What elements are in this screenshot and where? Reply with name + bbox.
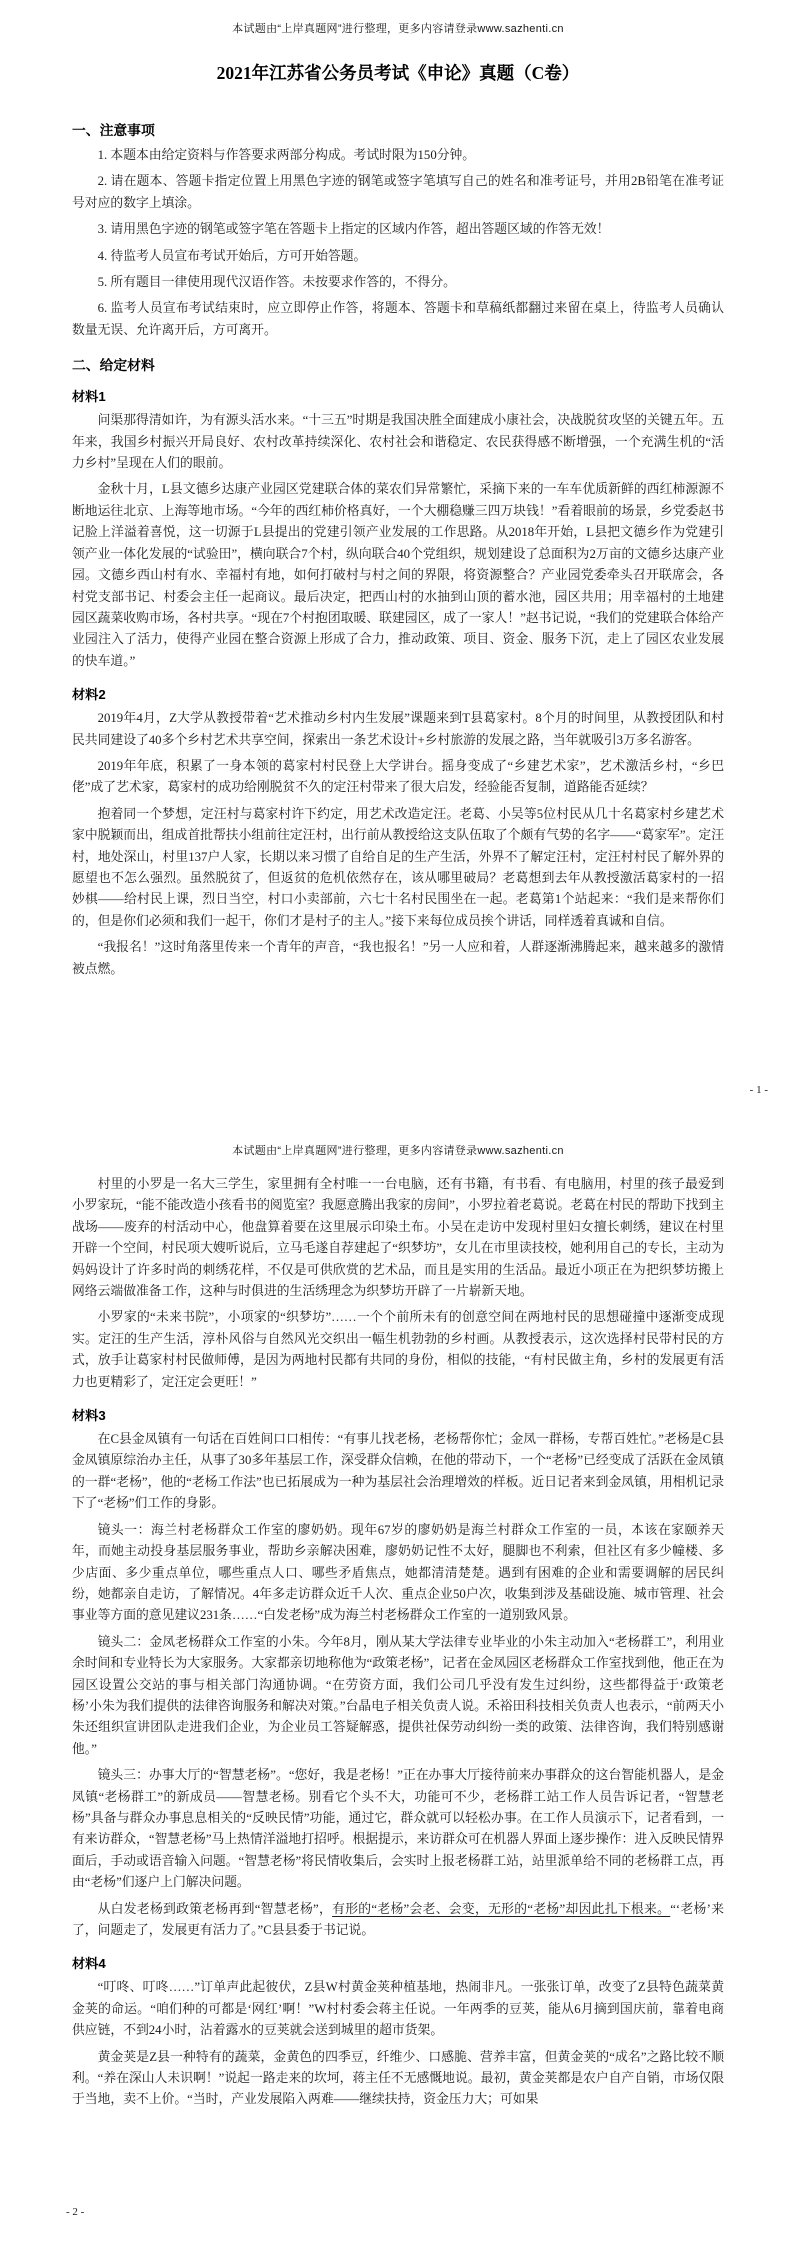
document-title: 2021年江苏省公务员考试《申论》真题（C卷） xyxy=(216,63,580,83)
source-notice: 本试题由“上岸真题网”进行整理，更多内容请登录www.sazhenti.cn xyxy=(232,1145,564,1157)
source-notice: 本试题由“上岸真题网”进行整理，更多内容请登录www.sazhenti.cn xyxy=(232,23,564,35)
text-segment: 1. 本题本由给定资料与作答要求两部分构成。考试时限为150分钟。 xyxy=(97,148,476,162)
text-segment: 黄金荚是Z县一种特有的蔬菜，金黄色的四季豆，纤维少、口感脆、营养丰富，但黄金荚的“成名”之路比较不顺利。“养在深山人未识啊！”说起一路走来的坎坷，蒋主任不无感慨地说。最初，黄金荚都是农户自产自销，市场仅限于当地，卖不上价。“当时，产业发展陷入两难——继续扶持，资金压力大；可如果 xyxy=(72,2049,724,2107)
paragraph xyxy=(72,145,724,166)
paragraph xyxy=(72,479,724,672)
section-heading xyxy=(72,354,724,374)
text-segment: 镜头二：金凤老杨群众工作室的小朱。今年8月，刚从某大学法律专业毕业的小朱主动加入“老杨群工”，利用业余时间和专业特长为大家服务。大家都亲切地称他为“政策老杨”，记者在金凤园区老杨群众工作室找到他，他正在为园区设置公交站的事与相关部门沟通协调。“在劳资方面，我们公司几乎没有发生过纠纷，这些都得益于‘政策老杨’小朱为我们提供的法律咨询服务和解决对策。”台晶电子相关负责人说。禾裕田科技相关负责人也表示，“前两天小朱还组织宣讲团队走进我们企业，为企业员工答疑解惑，提供社保劳动纠纷一类的政策、法律咨询，我们特别感谢他。” xyxy=(72,1634,724,1756)
page-1-content xyxy=(72,119,724,980)
paragraph xyxy=(72,1429,724,1515)
text-segment: 二、给定材料 xyxy=(72,358,155,374)
text-segment: 5. 所有题目一律使用现代汉语作答。未按要求作答的，不得分。 xyxy=(97,275,456,290)
paragraph xyxy=(72,804,724,932)
paragraph xyxy=(72,937,724,980)
text-segment: 材料3 xyxy=(72,1408,106,1424)
text-segment: 材料1 xyxy=(72,389,106,405)
paragraph xyxy=(72,708,724,751)
text-segment: 材料2 xyxy=(72,687,106,703)
text-segment: 2019年年底，积累了一身本领的葛家村村民登上大学讲台。摇身变成了“乡建艺术家”，艺术激活乡村，“乡巴佬”成了艺术家，葛家村的成功给刚脱贫不久的定汪村带来了很大启发，经验能否复制，道路能否延续？ xyxy=(72,758,724,795)
text-segment: 镜头一：海兰村老杨群众工作室的廖奶奶。现年67岁的廖奶奶是海兰村群众工作室的一员，本该在家颐养天年，而她主动投身基层服务事业，帮助乡亲解决困难，廖奶奶记性不太好，腿脚也不利索，但社区有多少幢楼、多少店面、多少重点单位，哪些重点人口、哪些矛盾焦点，她都清清楚楚。遇到有困难的企业和需要调解的居民纠纷，她都亲自走访，了解情况。4年多走访群众近千人次、重点企业50户次，收集到涉及基础设施、城市管理、社会事业等方面的意见建议231条……“白发老杨”成为海兰村老杨群众工作室的一道别致风景。 xyxy=(72,1522,724,1623)
paragraph xyxy=(72,171,724,214)
paragraph xyxy=(72,2047,724,2111)
text-segment: “我报名！”这时角落里传来一个青年的声音，“我也报名！”另一人应和着，人群逐渐沸腾起来，越来越多的激情被点燃。 xyxy=(72,940,724,976)
paragraph xyxy=(72,219,724,240)
page-number: - 1 - xyxy=(749,1084,768,1096)
text-segment: 小罗家的“未来书院”，小项家的“织梦坊”……一个个前所未有的创意空间在两地村民的思想碰撞中逐渐变成现实。定汪的生产生活，淳朴风俗与自然风光交织出一幅生机勃勃的乡村画。从教授表示，这次选择村民带村民的方式，放手让葛家村村民做师傅，是因为两地村民都有共同的身份，相似的技能，“有村民做主角，乡村的发展更有活力也更精彩了，定汪定会更旺！” xyxy=(72,1310,724,1389)
paragraph xyxy=(72,1899,724,1942)
text-segment: “‘老杨’来了，问题走了，发展更有活力了。”C县县委于书记说。 xyxy=(72,1901,724,1937)
page-number: - 2 - xyxy=(66,2206,85,2218)
text-segment: 问渠那得清如许，为有源头活水来。“十三五”时期是我国决胜全面建成小康社会，决战脱贫攻坚的关键五年。五年来，我国乡村振兴开局良好、农村改革持续深化、农村社会和谐稳定、农民获得感不断增强，一个充满生机的“活力乡村”呈现在人们的眼前。 xyxy=(72,413,724,471)
text-segment: 4. 待监考人员宣布考试开始后，方可开始答题。 xyxy=(97,248,367,263)
paragraph xyxy=(72,272,724,293)
text-segment: 镜头三：办事大厅的“智慧老杨”。“您好，我是老杨！”正在办事大厅接待前来办事群众的这台智能机器人，是金凤镇“老杨群工”的新成员——智慧老杨。别看它个头不大，功能可不少，老杨群工站工作人员告诉记者，“智慧老杨”具备与群众办事息息相关的“反映民情”功能，通过它，群众就可以轻松办事。在工作人员演示下，记者看到，一有来访群众，“智慧老杨”马上热情洋溢地打招呼。根据提示，来访群众可在机器人界面上逐步操作：进入反映民情界面后，手动或语音输入问题。“智慧老杨”将民情收集后，会实时上报老杨群工站，站里派单给不同的老杨群工点，再由“老杨”们逐户上门解决问题。 xyxy=(72,1768,724,1890)
paragraph xyxy=(72,1632,724,1760)
material-heading xyxy=(72,684,724,703)
text-segment: 在C县金凤镇有一句话在百姓间口口相传：“有事儿找老杨，老杨帮你忙；金凤一群杨，专帮百姓忙。”老杨是C县金凤镇原综治办主任，从事了30多年基层工作，深受群众信赖，在他的带动下，一个“老杨”已经变成了活跃在金凤镇的一群“老杨”，他的“老杨工作法”也已拓展成为一种为基层社会治理增效的样板。近日记者来到金凤镇，用相机记录下了“老杨”们工作的身影。 xyxy=(72,1432,724,1511)
text-segment: 抱着同一个梦想，定汪村与葛家村许下约定，用艺术改造定汪。老葛、小吴等5位村民从几十名葛家村乡建艺术家中脱颖而出，组成首批帮扶小组前往定汪村，出行前从教授给这支队伍取了个颇有气势的名字——“葛家军”。定汪村，地处深山，村里137户人家，长期以来习惯了自给自足的生产生活，外界不了解定汪村，定汪村村民了解外界的愿望也不怎么强烈。虽然脱贫了，但返贫的危机依然存在，该从哪里破局？老葛想到去年从教授激活葛家村的一招妙棋——给村民上课，烈日当空，村口小卖部前，六七十名村民围坐在一起。老葛第1个站起来：“我们是来帮你们的，但是你们必须和我们一起干，你们才是村子的主人。”接下来每位成员挨个讲话，同样透着真诚和自信。 xyxy=(72,806,724,928)
paragraph xyxy=(72,1307,724,1393)
page-2 xyxy=(0,1122,794,2244)
material-heading xyxy=(72,1953,724,1972)
paragraph xyxy=(72,410,724,474)
text-segment: 材料4 xyxy=(72,1956,106,1972)
paragraph xyxy=(72,1977,724,2041)
text-segment: 从白发老杨到政策老杨再到“智慧老杨”， xyxy=(97,1901,333,1916)
page-2-content xyxy=(72,1174,724,2111)
text-segment: 2019年4月，Z大学从教授带着“艺术推动乡村内生发展”课题来到T县葛家村。8个月的时间里，从教授团队和村民共同建设了40多个乡村艺术共享空间，探索出一条艺术设计+乡村旅游的发展之路，当年就吸引3万多名游客。 xyxy=(72,711,724,747)
text-segment: “叮咚、叮咚……”订单声此起彼伏，Z县W村黄金荚种植基地，热闹非凡。一张张订单，改变了Z县特色蔬菜黄金荚的命运。“咱们种的可都是‘网红’啊！”W村村委会蒋主任说。一年两季的豆荚，能从6月摘到国庆前，靠着电商供应链，不到24小时，沾着露水的豆荚就会送到城里的超市货架。 xyxy=(72,1980,724,2038)
paragraph xyxy=(72,246,724,267)
text-segment: 6. 监考人员宣布考试结束时，应立即停止作答，将题本、答题卡和草稿纸都翻过来留在桌上，待监考人员确认数量无误、允许离开后，方可离开。 xyxy=(72,301,724,337)
material-heading xyxy=(72,386,724,405)
paragraph xyxy=(72,1765,724,1893)
section-heading xyxy=(72,119,724,139)
text-segment: 村里的小罗是一名大三学生，家里拥有全村唯一一台电脑，还有书籍，有书看、有电脑用，村里的孩子最爱到小罗家玩，“能不能改造小孩看书的阅览室？我愿意腾出我家的房间”，小罗拉着老葛说。老葛在村民的帮助下找到主战场——废弃的村活动中心，他盘算着要在这里展示印染土布。小吴在走访中发现村里妇女擅长刺绣，建议在村里开辟一个空间，村民项大嫂听说后，立马毛遂自荐建起了“织梦坊”，女儿在市里读技校，她利用自己的专长，主动为妈妈设计了许多时尚的刺绣花样，不仅是可供欣赏的艺术品，而且是实用的生活品。最近小项正在为把织梦坊搬上网络云端做准备工作，这种与时俱进的生活绣理念为织梦坊开辟了一片崭新天地。 xyxy=(72,1177,724,1299)
paragraph xyxy=(72,1174,724,1302)
paragraph xyxy=(72,756,724,799)
paragraph xyxy=(72,1520,724,1627)
paragraph xyxy=(72,298,724,341)
underlined-text: 有形的“老杨”会老、会变，无形的“老杨”却因此扎下根来。 xyxy=(332,1901,671,1916)
material-heading xyxy=(72,1405,724,1424)
text-segment: 3. 请用黑色字迹的钢笔或签字笔在答题卡上指定的区域内作答，超出答题区域的作答无效！ xyxy=(97,222,610,237)
text-segment: 一、注意事项 xyxy=(72,123,155,138)
text-segment: 2. 请在题本、答题卡指定位置上用黑色字迹的钢笔或签字笔填写自己的姓名和准考证号，并用2B铅笔在准考证号对应的数字上填涂。 xyxy=(72,174,724,210)
text-segment: 金秋十月，L县文德乡达康产业园区党建联合体的菜农们异常繁忙，采摘下来的一车车优质新鲜的西红柿源源不断地运往北京、上海等地市场。“今年的西红柿价格真好，一个大棚稳赚三四万块钱！”看着眼前的场景，乡党委赵书记脸上洋溢着喜悦，这一切源于L县提出的党建引领产业发展的工作思路。从2018年开始，L县把文德乡作为党建引领产业一体化发展的“试验田”，横向联合7个村，纵向联合40个党组织，规划建设了总面积为2万亩的文德乡达康产业园。文德乡西山村有水、幸福村有地，如何打破村与村之间的界限，将资源整合？产业园党委牵头召开联席会，各村党支部书记、村委会主任一起商议。最后决定，把西山村的水抽到山顶的蓄水池，园区共用；用幸福村的土地建园区蔬菜收购市场，各村共享。“现在7个村抱团取暖、联建园区，成了一家人！”赵书记说，“我们的党建联合体给产业园注入了活力，使得产业园在整合资源上形成了合力，推动政策、项目、资金、服务下沉，走上了园区农业发展的快车道。” xyxy=(72,482,724,668)
